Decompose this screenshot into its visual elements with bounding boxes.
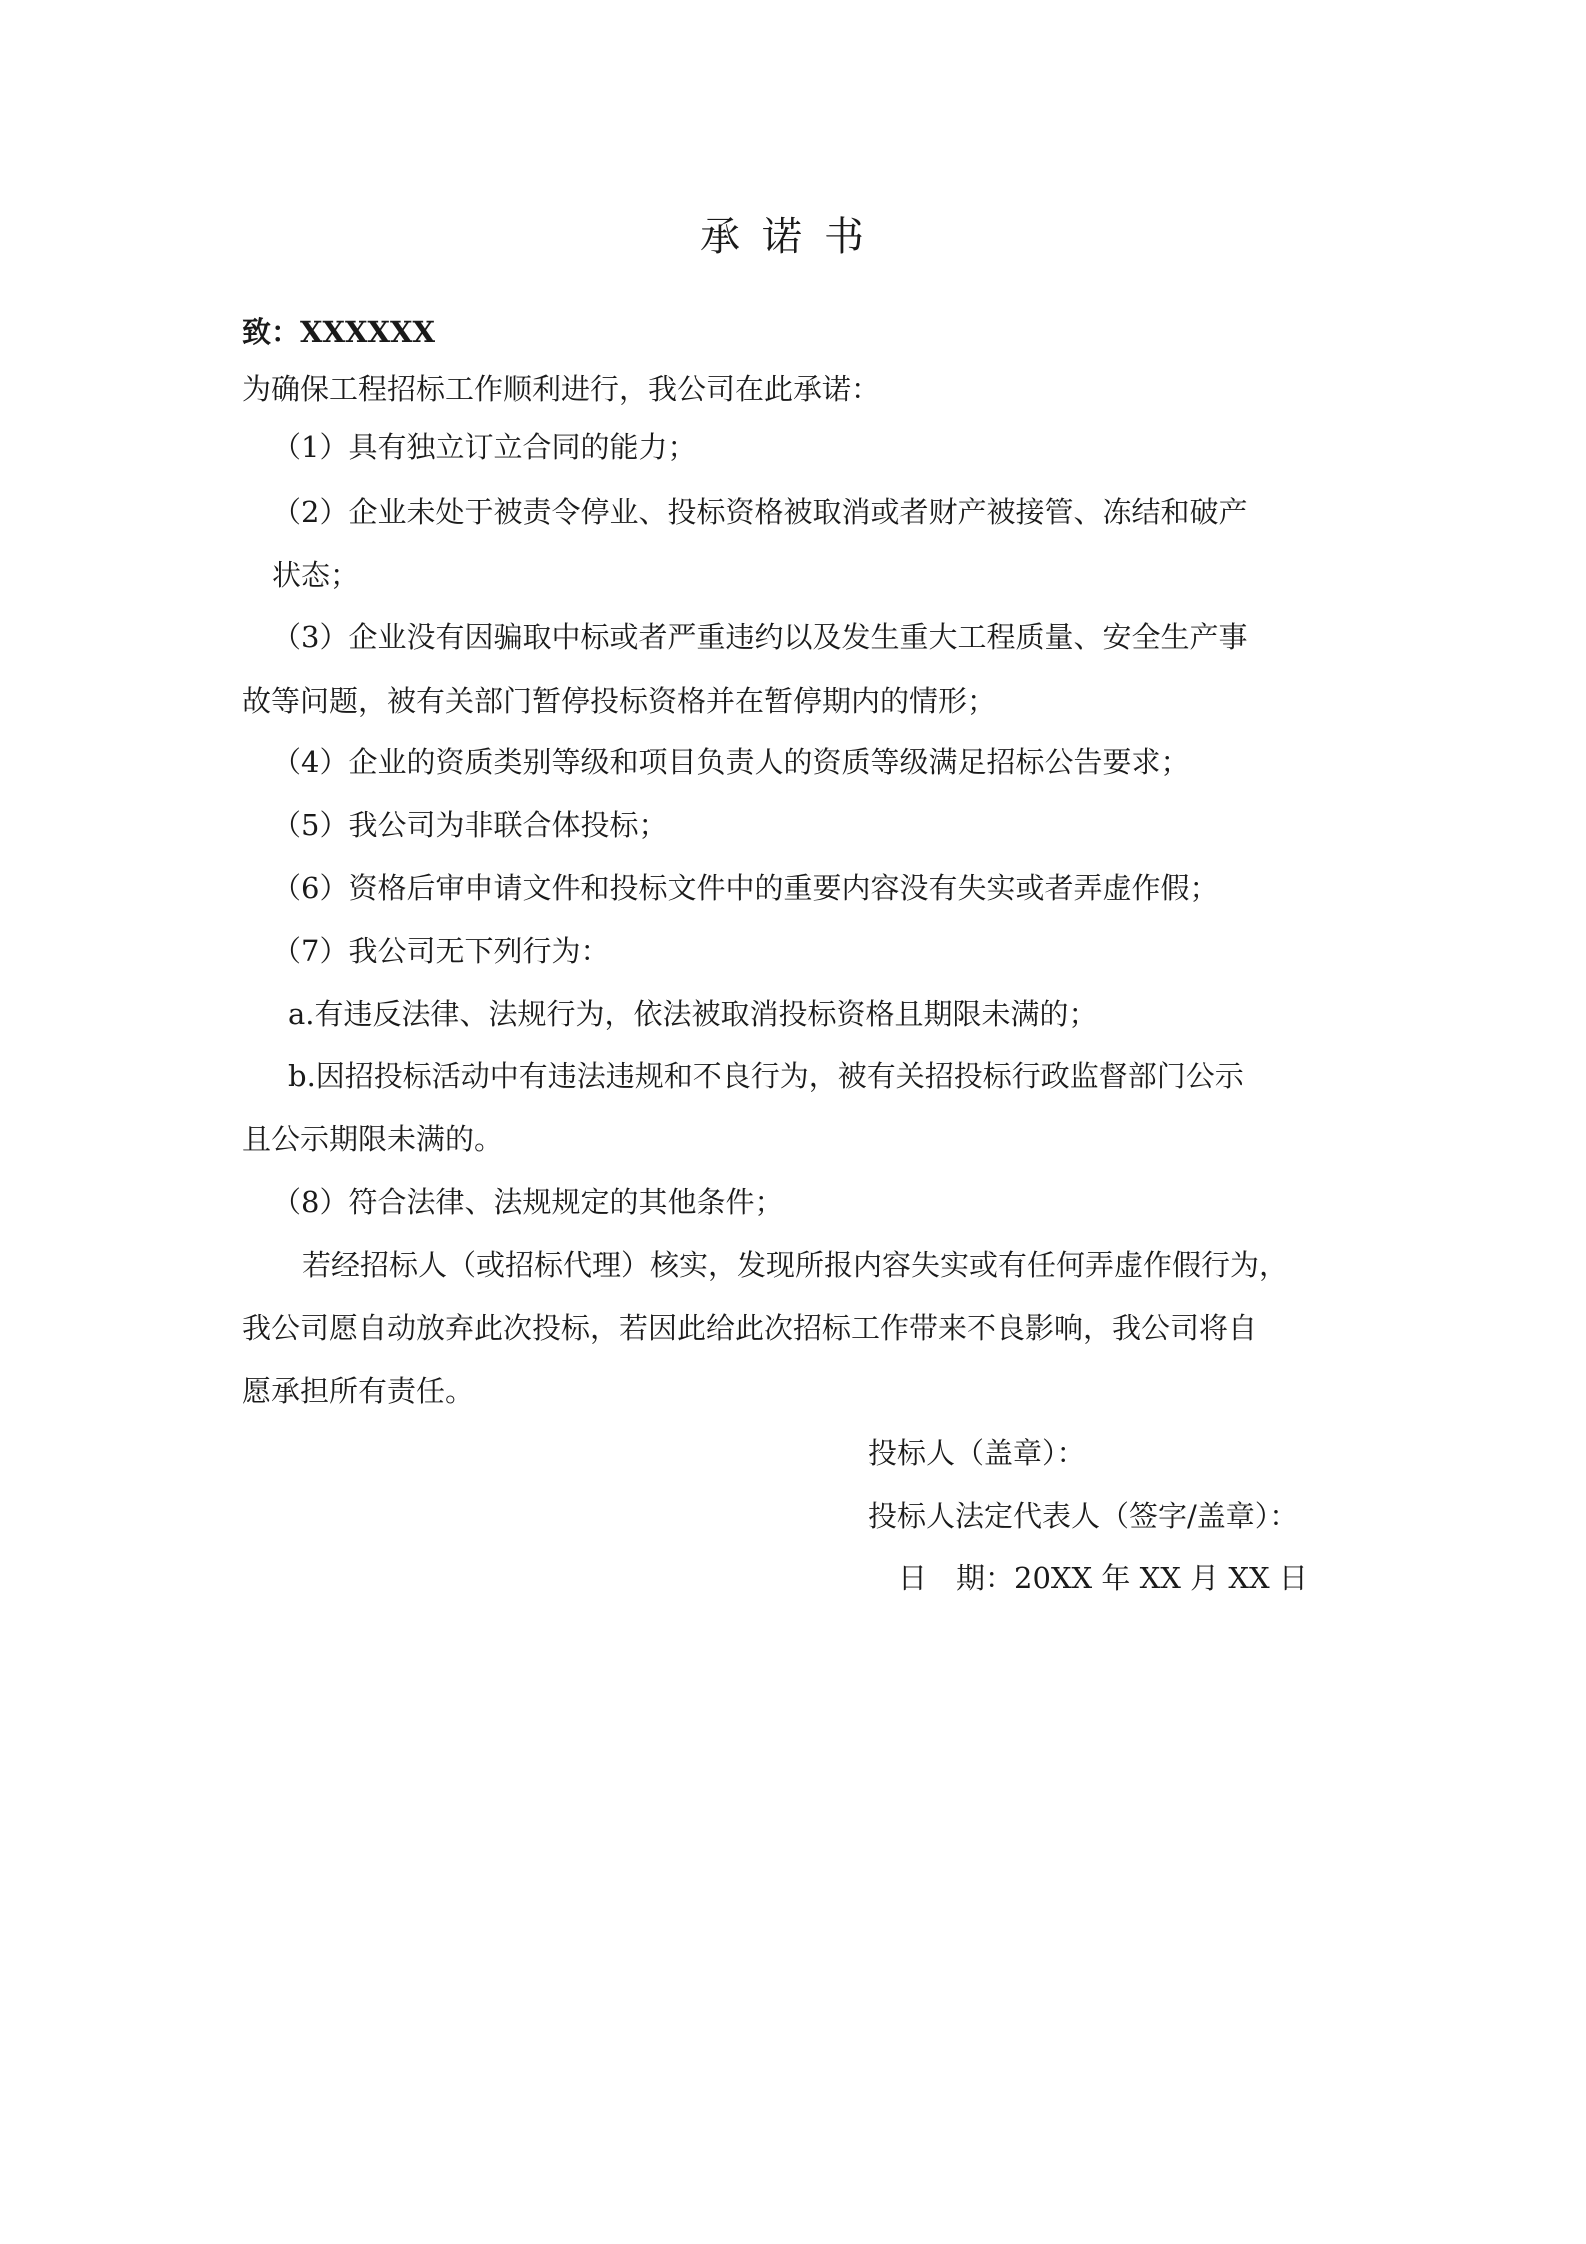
sub-item-b: b.因招投标活动中有违法违规和不良行为，被有关招投标行政监督部门公示 [288,1059,1244,1093]
commitment-item-7: （7）我公司无下列行为： [272,934,610,968]
commitment-item-2-cont: 状态； [272,558,360,592]
bidder-seal-label: 投标人（盖章）： [868,1436,1086,1470]
salutation: 致：XXXXXX [242,315,436,349]
sub-item-a: a.有违反法律、法规行为，依法被取消投标资格且期限未满的； [288,997,1098,1031]
commitment-item-3-cont: 故等问题，被有关部门暂停投标资格并在暂停期内的情形； [242,684,997,718]
document-title: 承诺书 [700,214,886,260]
commitment-item-6: （6）资格后审申请文件和投标文件中的重要内容没有失实或者弄虚作假； [272,871,1219,905]
commitment-item-1: （1）具有独立订立合同的能力； [272,430,697,464]
representative-signature-label: 投标人法定代表人（签字/盖章）： [868,1499,1299,1533]
closing-paragraph-line-2: 我公司愿自动放弃此次投标，若因此给此次招标工作带来不良影响，我公司将自 [242,1311,1258,1345]
commitment-item-8: （8）符合法律、法规规定的其他条件； [272,1185,784,1219]
closing-paragraph-line-3: 愿承担所有责任。 [242,1374,475,1408]
intro-paragraph: 为确保工程招标工作顺利进行，我公司在此承诺： [242,372,881,406]
commitment-item-5: （5）我公司为非联合体投标； [272,808,668,842]
date-label: 日 期：20XX 年 XX 月 XX 日 [898,1561,1308,1595]
commitment-item-4: （4）企业的资质类别等级和项目负责人的资质等级满足招标公告要求； [272,745,1190,779]
commitment-item-2: （2）企业未处于被责令停业、投标资格被取消或者财产被接管、冻结和破产 [272,495,1248,529]
closing-paragraph-line-1: 若经招标人（或招标代理）核实，发现所报内容失实或有任何弄虚作假行为， [302,1248,1289,1282]
sub-item-b-cont: 且公示期限未满的。 [242,1122,504,1156]
commitment-item-3: （3）企业没有因骗取中标或者严重违约以及发生重大工程质量、安全生产事 [272,620,1248,654]
